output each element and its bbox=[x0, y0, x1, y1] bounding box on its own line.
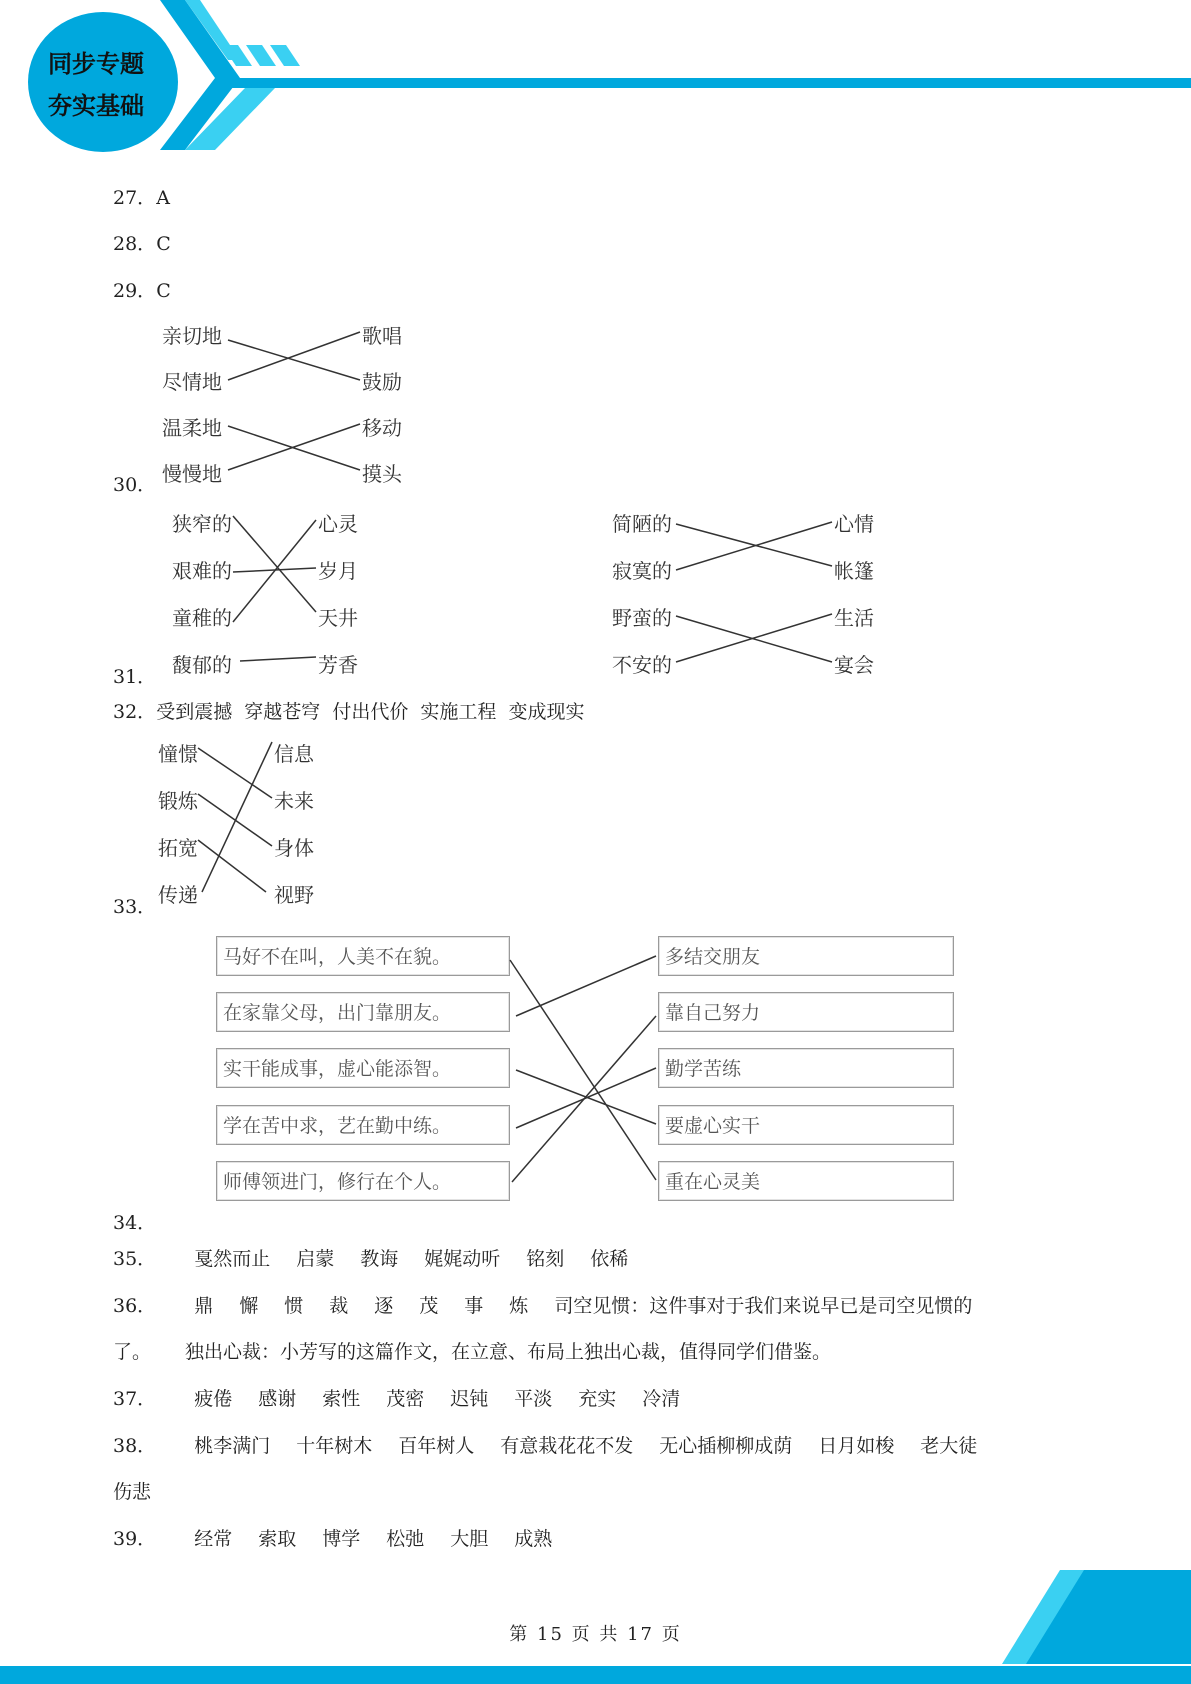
q33-left-1: 憧憬 bbox=[158, 742, 198, 766]
answer-35-item: 戛然而止 bbox=[194, 1248, 271, 1270]
answer-28-text: C bbox=[156, 233, 171, 255]
answer-37-num: 37． bbox=[113, 1388, 157, 1410]
q31-g1-left-2: 艰难的 bbox=[172, 559, 232, 583]
answer-33-num: 33． bbox=[113, 896, 157, 918]
answer-37-item: 茂密 bbox=[386, 1388, 425, 1410]
q31-g1-right-4: 芳香 bbox=[318, 653, 358, 677]
page-number: 第 15 页 共 17 页 bbox=[509, 1624, 682, 1645]
answer-32-num: 32． bbox=[113, 701, 157, 723]
answer-39-item: 成熟 bbox=[514, 1528, 553, 1550]
answer-37-item: 疲倦 bbox=[194, 1388, 233, 1410]
q34-right-5: 重在心灵美 bbox=[658, 1161, 954, 1201]
q34-right-3: 勤学苦练 bbox=[658, 1048, 954, 1088]
q30-right-4: 摸头 bbox=[362, 462, 402, 486]
answer-37 bbox=[113, 1384, 706, 1411]
q34-left-4: 学在苦中求，艺在勤中练。 bbox=[216, 1105, 510, 1145]
header-graphic bbox=[0, 0, 1191, 160]
answer-28-num: 28． bbox=[113, 233, 157, 255]
answer-38-item: 百年树人 bbox=[398, 1435, 475, 1457]
q34-left-2: 在家靠父母，出门靠朋友。 bbox=[216, 992, 510, 1032]
answer-38-item: 十年树木 bbox=[296, 1435, 373, 1457]
q30-right-3: 移动 bbox=[362, 416, 402, 440]
q30-left-4: 慢慢地 bbox=[162, 462, 222, 486]
q34-right-2: 靠自己努力 bbox=[658, 992, 954, 1032]
q34-right-4: 要虚心实干 bbox=[658, 1105, 954, 1145]
answer-37-item: 充实 bbox=[578, 1388, 617, 1410]
answer-27-text: A bbox=[156, 187, 170, 209]
q30-left-1: 亲切地 bbox=[162, 324, 222, 348]
answer-36-sentence-1: 司空见惯：这件事对于我们来说早已是司空见惯的 bbox=[554, 1295, 973, 1317]
q34-left-1: 马好不在叫，人美不在貌。 bbox=[216, 936, 510, 976]
q30-right-1: 歌唱 bbox=[362, 324, 402, 348]
answer-35-item: 铭刻 bbox=[526, 1248, 565, 1270]
answer-38-item: 老大徒 bbox=[920, 1435, 978, 1457]
q31-g2-left-2: 寂寞的 bbox=[612, 559, 672, 583]
q31-g2-right-3: 生活 bbox=[834, 606, 874, 630]
answer-37-item: 索性 bbox=[322, 1388, 361, 1410]
header-badge bbox=[28, 12, 178, 152]
answer-35-item: 启蒙 bbox=[296, 1248, 335, 1270]
answer-37-item: 迟钝 bbox=[450, 1388, 489, 1410]
answer-38-item: 桃李满门 bbox=[194, 1435, 271, 1457]
answer-35 bbox=[113, 1244, 654, 1271]
badge-line-1: 同步专题 bbox=[48, 50, 144, 78]
answer-36-sentence-2: 独出心裁：小芳写的这篇作文，在立意、布局上独出心裁，值得同学们借鉴。 bbox=[185, 1341, 832, 1363]
q31-g2-right-2: 帐篷 bbox=[834, 559, 874, 583]
answer-35-item: 依稀 bbox=[590, 1248, 629, 1270]
answer-38-line-1 bbox=[113, 1431, 977, 1458]
answer-39 bbox=[113, 1524, 578, 1551]
q33-right-1: 信息 bbox=[274, 742, 314, 766]
answer-39-item: 博学 bbox=[322, 1528, 361, 1550]
answer-36-item: 鼎 bbox=[194, 1295, 214, 1317]
answer-27-num: 27． bbox=[113, 187, 157, 209]
q30-left-2: 尽情地 bbox=[162, 370, 222, 394]
q34-right-1: 多结交朋友 bbox=[658, 936, 954, 976]
q31-g2-right-4: 宴会 bbox=[834, 653, 874, 677]
answer-29-text: C bbox=[156, 280, 171, 302]
q33-left-3: 拓宽 bbox=[158, 836, 198, 860]
q30-right-2: 鼓励 bbox=[362, 370, 402, 394]
answer-27 bbox=[113, 183, 170, 210]
answer-29-num: 29． bbox=[113, 280, 157, 302]
q30-left-3: 温柔地 bbox=[162, 416, 222, 440]
answer-37-item: 平淡 bbox=[514, 1388, 553, 1410]
q31-g1-right-3: 天井 bbox=[318, 606, 358, 630]
q34-left-3: 实干能成事，虚心能添智。 bbox=[216, 1048, 510, 1088]
answer-38-line-2: 伤悲 bbox=[113, 1481, 152, 1503]
answer-38-num: 38． bbox=[113, 1435, 157, 1457]
answer-36-item: 炼 bbox=[509, 1295, 529, 1317]
answer-38-item: 有意栽花花不发 bbox=[500, 1435, 634, 1457]
answer-30-num: 30． bbox=[113, 474, 157, 496]
q33-left-4: 传递 bbox=[158, 883, 198, 907]
badge-line-2: 夯实基础 bbox=[48, 92, 144, 120]
answer-39-item: 大胆 bbox=[450, 1528, 489, 1550]
q31-g2-right-1: 心情 bbox=[834, 512, 874, 536]
q31-g1-left-1: 狭窄的 bbox=[172, 512, 232, 536]
answer-39-item: 松弛 bbox=[386, 1528, 425, 1550]
answer-35-item: 娓娓动听 bbox=[424, 1248, 501, 1270]
answer-39-num: 39． bbox=[113, 1528, 157, 1550]
q31-g2-left-4: 不安的 bbox=[612, 653, 672, 677]
answer-31-num: 31． bbox=[113, 666, 157, 688]
q33-right-2: 未来 bbox=[274, 789, 314, 813]
q31-g2-left-3: 野蛮的 bbox=[612, 606, 672, 630]
q33-right-4: 视野 bbox=[274, 883, 314, 907]
q33-left-2: 锻炼 bbox=[158, 789, 198, 813]
answer-36-num: 36． bbox=[113, 1295, 157, 1317]
answer-32-text: 受到震撼 穿越苍穹 付出代价 实施工程 变成现实 bbox=[156, 701, 585, 723]
q31-g2-left-1: 简陋的 bbox=[612, 512, 672, 536]
answer-38-item: 日月如梭 bbox=[818, 1435, 895, 1457]
q31-g1-left-4: 馥郁的 bbox=[172, 653, 232, 677]
answer-36-item: 事 bbox=[464, 1295, 484, 1317]
answer-36-line-2 bbox=[113, 1337, 857, 1364]
answer-35-num: 35． bbox=[113, 1248, 157, 1270]
answer-29 bbox=[113, 276, 171, 303]
answer-36-line2-head: 了。 bbox=[113, 1341, 152, 1363]
answer-32 bbox=[113, 697, 585, 724]
answer-39-item: 经常 bbox=[194, 1528, 233, 1550]
answer-36-item: 裁 bbox=[329, 1295, 349, 1317]
q31-g1-left-3: 童稚的 bbox=[172, 606, 232, 630]
q31-g1-right-2: 岁月 bbox=[318, 559, 358, 583]
answer-38-item: 无心插柳柳成荫 bbox=[659, 1435, 793, 1457]
q33-right-3: 身体 bbox=[274, 836, 314, 860]
answer-36-item: 懈 bbox=[239, 1295, 259, 1317]
answer-35-item: 教诲 bbox=[360, 1248, 399, 1270]
answer-37-item: 冷清 bbox=[642, 1388, 681, 1410]
answer-37-item: 感谢 bbox=[258, 1388, 297, 1410]
answer-36-item: 惯 bbox=[284, 1295, 304, 1317]
answer-28 bbox=[113, 229, 171, 256]
answer-34-num: 34． bbox=[113, 1212, 157, 1234]
answer-36-item: 茂 bbox=[419, 1295, 439, 1317]
q31-g1-right-1: 心灵 bbox=[318, 512, 358, 536]
answer-36-line-1 bbox=[113, 1291, 972, 1318]
answer-39-item: 索取 bbox=[258, 1528, 297, 1550]
q34-left-5: 师傅领进门，修行在个人。 bbox=[216, 1161, 510, 1201]
answer-36-item: 逐 bbox=[374, 1295, 394, 1317]
